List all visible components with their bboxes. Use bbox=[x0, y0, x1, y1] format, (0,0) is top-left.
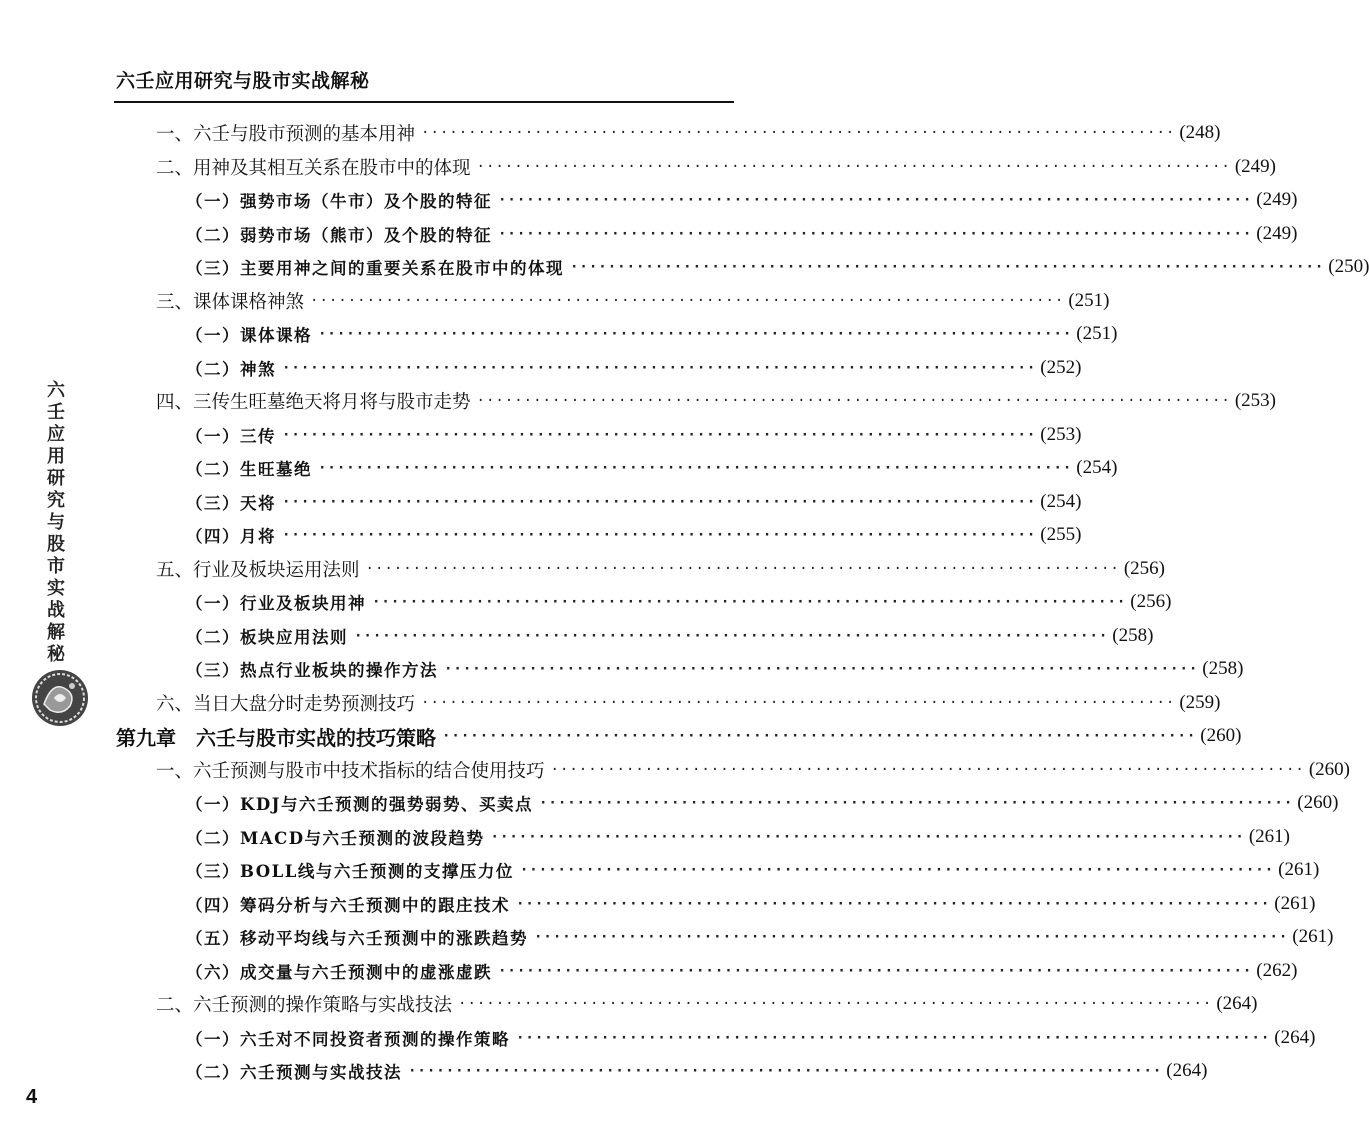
toc-entry[interactable] bbox=[186, 821, 1290, 853]
dot-leader: ················································································ bbox=[421, 125, 1176, 141]
toc-entry-title: （五）移动平均线与六壬预测中的涨跌趋势 bbox=[186, 929, 528, 948]
dot-leader: ················································································ bbox=[550, 761, 1305, 778]
toc-entry-title: （三）BOLL线与六壬预测的支撑压力位 bbox=[186, 862, 514, 881]
toc-entry-page: (260) bbox=[1297, 792, 1339, 813]
toc-entry-page: (249) bbox=[1256, 189, 1298, 210]
toc-entry[interactable] bbox=[186, 352, 1082, 384]
toc-entry[interactable] bbox=[156, 385, 1276, 417]
toc-entry-title: （二）弱势市场（熊市）及个股的特征 bbox=[186, 225, 492, 245]
dot-leader: ················································································ bbox=[498, 962, 1253, 979]
toc-entry[interactable] bbox=[186, 184, 1298, 216]
side-title-char: 应 bbox=[47, 424, 65, 445]
toc-entry-page: (261) bbox=[1292, 926, 1334, 947]
toc-entry[interactable] bbox=[186, 251, 1369, 283]
dot-leader: ················································································ bbox=[516, 1029, 1271, 1046]
toc-entry-page: (249) bbox=[1256, 222, 1298, 244]
toc-entry-title: （四）月将 bbox=[186, 527, 276, 546]
toc-chapter[interactable] bbox=[116, 720, 1242, 752]
toc-entry-title: （一）六壬对不同投资者预测的操作策略 bbox=[186, 1029, 510, 1049]
toc-entry[interactable] bbox=[156, 687, 1221, 719]
dot-leader: ················································································ bbox=[354, 627, 1109, 644]
header-rule bbox=[114, 101, 734, 103]
dot-leader: ················································································ bbox=[282, 493, 1037, 510]
toc-entry-title: （一）三传 bbox=[186, 426, 276, 446]
toc-entry-title: （二）六壬预测与实战技法 bbox=[186, 1063, 402, 1082]
side-title-char: 市 bbox=[47, 556, 65, 577]
toc-entry-title: 二、六壬预测的操作策略与实战技法 bbox=[156, 995, 453, 1016]
dot-leader: ················································································ bbox=[516, 895, 1271, 912]
toc-entry-title: （一）KDJ与六壬预测的强势弱势、买卖点 bbox=[186, 795, 533, 814]
toc-entry-page: (249) bbox=[1234, 155, 1276, 177]
toc-entry-page: (254) bbox=[1040, 490, 1082, 512]
side-title-char: 解 bbox=[47, 622, 65, 643]
toc-entry-page: (261) bbox=[1274, 892, 1316, 914]
dot-leader: ················································································ bbox=[282, 527, 1037, 543]
dot-leader: ················································································ bbox=[408, 1063, 1163, 1079]
toc-entry[interactable] bbox=[186, 519, 1082, 551]
side-title-char: 六 bbox=[47, 380, 65, 401]
toc-entry[interactable] bbox=[186, 620, 1154, 652]
toc-entry-title: （一）课体课格 bbox=[186, 326, 312, 345]
dot-leader: ················································································ bbox=[570, 259, 1325, 275]
toc-entry-title: （二）板块应用法则 bbox=[186, 627, 348, 647]
dot-leader: ················································································ bbox=[476, 393, 1231, 409]
toc-entry-title: （六）成交量与六壬预测中的虚涨虚跌 bbox=[186, 962, 492, 982]
dot-leader: ················································································ bbox=[498, 192, 1253, 208]
toc-entry-title: （三）主要用神之间的重要关系在股市中的体现 bbox=[186, 259, 564, 278]
toc-entry-title: 第九章 六壬与股市实战的技巧策略 bbox=[116, 725, 436, 750]
toc-entry[interactable] bbox=[156, 151, 1276, 183]
dot-leader: ················································································ bbox=[318, 460, 1073, 476]
dot-leader: ················································································ bbox=[538, 795, 1294, 811]
dot-leader: ················································································ bbox=[282, 426, 1037, 443]
toc-entry[interactable] bbox=[186, 787, 1339, 819]
side-title-char: 壬 bbox=[47, 402, 65, 423]
side-title-char: 实 bbox=[47, 578, 65, 599]
toc-entry-title: （二）神煞 bbox=[186, 359, 276, 379]
toc-entry[interactable] bbox=[186, 1055, 1208, 1087]
dot-leader: ················································································ bbox=[365, 560, 1120, 577]
toc-entry-title: 三、课体课格神煞 bbox=[156, 291, 305, 313]
toc-entry[interactable] bbox=[186, 318, 1118, 350]
dot-leader: ················································································ bbox=[421, 694, 1176, 711]
toc-entry-page: (256) bbox=[1123, 557, 1165, 579]
toc-entry-page: (253) bbox=[1040, 423, 1082, 445]
dot-leader: ················································································ bbox=[318, 326, 1073, 342]
toc-entry[interactable] bbox=[186, 653, 1244, 685]
toc-entry-page: (260) bbox=[1308, 758, 1350, 780]
toc-entry-page: (258) bbox=[1112, 624, 1154, 646]
toc-entry[interactable] bbox=[186, 1022, 1316, 1054]
dot-leader: ················································································ bbox=[282, 359, 1037, 376]
toc-entry-page: (252) bbox=[1040, 356, 1082, 378]
toc-entry-title: 一、六壬与股市预测的基本用神 bbox=[156, 124, 416, 145]
side-title-char: 秘 bbox=[47, 644, 65, 665]
toc-entry[interactable] bbox=[186, 921, 1334, 953]
side-title-char: 战 bbox=[47, 600, 65, 621]
dot-leader: ················································································ bbox=[444, 661, 1199, 677]
dot-leader: ················································································ bbox=[458, 996, 1213, 1012]
dot-leader: ················································································ bbox=[372, 594, 1127, 610]
dot-leader: ················································································ bbox=[490, 828, 1245, 845]
dot-leader: ················································································ bbox=[442, 728, 1197, 744]
dot-leader: ················································································ bbox=[519, 862, 1275, 878]
toc-entry-page: (251) bbox=[1068, 289, 1110, 311]
dot-leader: ················································································ bbox=[498, 225, 1253, 242]
side-title-char: 股 bbox=[47, 534, 65, 555]
toc-entry-page: (254) bbox=[1076, 457, 1118, 478]
toc-entry-page: (264) bbox=[1216, 993, 1258, 1014]
toc-entry[interactable] bbox=[156, 117, 1221, 149]
toc-entry[interactable] bbox=[186, 854, 1320, 886]
toc-entry[interactable] bbox=[186, 419, 1082, 451]
toc-entry-page: (258) bbox=[1202, 658, 1244, 679]
toc-entry-title: （三）热点行业板块的操作方法 bbox=[186, 661, 438, 680]
toc-entry[interactable] bbox=[156, 754, 1350, 786]
side-title-char: 与 bbox=[47, 512, 65, 533]
side-title-char: 用 bbox=[47, 446, 65, 467]
toc-entry-page: (261) bbox=[1248, 825, 1290, 847]
toc-entry-title: （二）MACD与六壬预测的波段趋势 bbox=[186, 828, 485, 848]
page-number: 4 bbox=[26, 1086, 38, 1108]
toc-entry[interactable] bbox=[186, 955, 1298, 987]
dot-leader: ················································································ bbox=[534, 929, 1289, 945]
toc-entry-title: （一）行业及板块用神 bbox=[186, 594, 366, 613]
toc-entry-title: 四、三传生旺墓绝天将月将与股市走势 bbox=[156, 392, 471, 413]
toc-entry-title: （一）强势市场（牛市）及个股的特征 bbox=[186, 192, 492, 211]
toc-entry-title: （四）筹码分析与六壬预测中的跟庄技术 bbox=[186, 895, 510, 915]
toc-entry-page: (251) bbox=[1076, 323, 1118, 344]
toc-entry-title: 一、六壬预测与股市中技术指标的结合使用技巧 bbox=[156, 760, 545, 782]
toc-entry-page: (264) bbox=[1166, 1060, 1208, 1081]
toc-entry[interactable] bbox=[186, 586, 1172, 618]
toc-entry-title: （二）生旺墓绝 bbox=[186, 460, 312, 479]
toc-entry[interactable] bbox=[186, 452, 1118, 484]
toc-entry[interactable] bbox=[186, 888, 1316, 920]
side-title-char: 研 bbox=[47, 468, 65, 489]
side-title bbox=[38, 380, 74, 666]
toc-entry-title: （三）天将 bbox=[186, 493, 276, 513]
toc-entry[interactable] bbox=[186, 218, 1298, 250]
toc-entry-page: (262) bbox=[1256, 959, 1298, 981]
toc-entry[interactable] bbox=[156, 285, 1110, 317]
ornament-icon bbox=[30, 668, 90, 728]
dot-leader: ················································································ bbox=[310, 292, 1065, 309]
toc-entry-page: (261) bbox=[1278, 859, 1320, 880]
toc-entry-title: 六、当日大盘分时走势预测技巧 bbox=[156, 693, 416, 715]
side-title-char: 究 bbox=[47, 490, 65, 511]
toc-entry[interactable] bbox=[156, 988, 1258, 1020]
running-header: 六壬应用研究与股市实战解秘 bbox=[116, 70, 370, 92]
toc-entry-title: 五、行业及板块运用法则 bbox=[156, 559, 360, 581]
toc-entry-page: (248) bbox=[1179, 122, 1221, 143]
toc-entry-page: (259) bbox=[1179, 691, 1221, 713]
toc-entry-title: 二、用神及其相互关系在股市中的体现 bbox=[156, 157, 471, 179]
dot-leader: ················································································ bbox=[476, 158, 1231, 175]
toc-entry-page: (260) bbox=[1200, 725, 1242, 746]
toc-entry-page: (255) bbox=[1040, 524, 1082, 545]
toc-entry-page: (256) bbox=[1130, 591, 1172, 612]
toc-entry-page: (250) bbox=[1328, 256, 1369, 277]
toc-entry-page: (264) bbox=[1274, 1026, 1316, 1048]
toc-entry[interactable] bbox=[156, 553, 1165, 585]
toc-entry[interactable] bbox=[186, 486, 1082, 518]
toc-entry-page: (253) bbox=[1234, 390, 1276, 411]
